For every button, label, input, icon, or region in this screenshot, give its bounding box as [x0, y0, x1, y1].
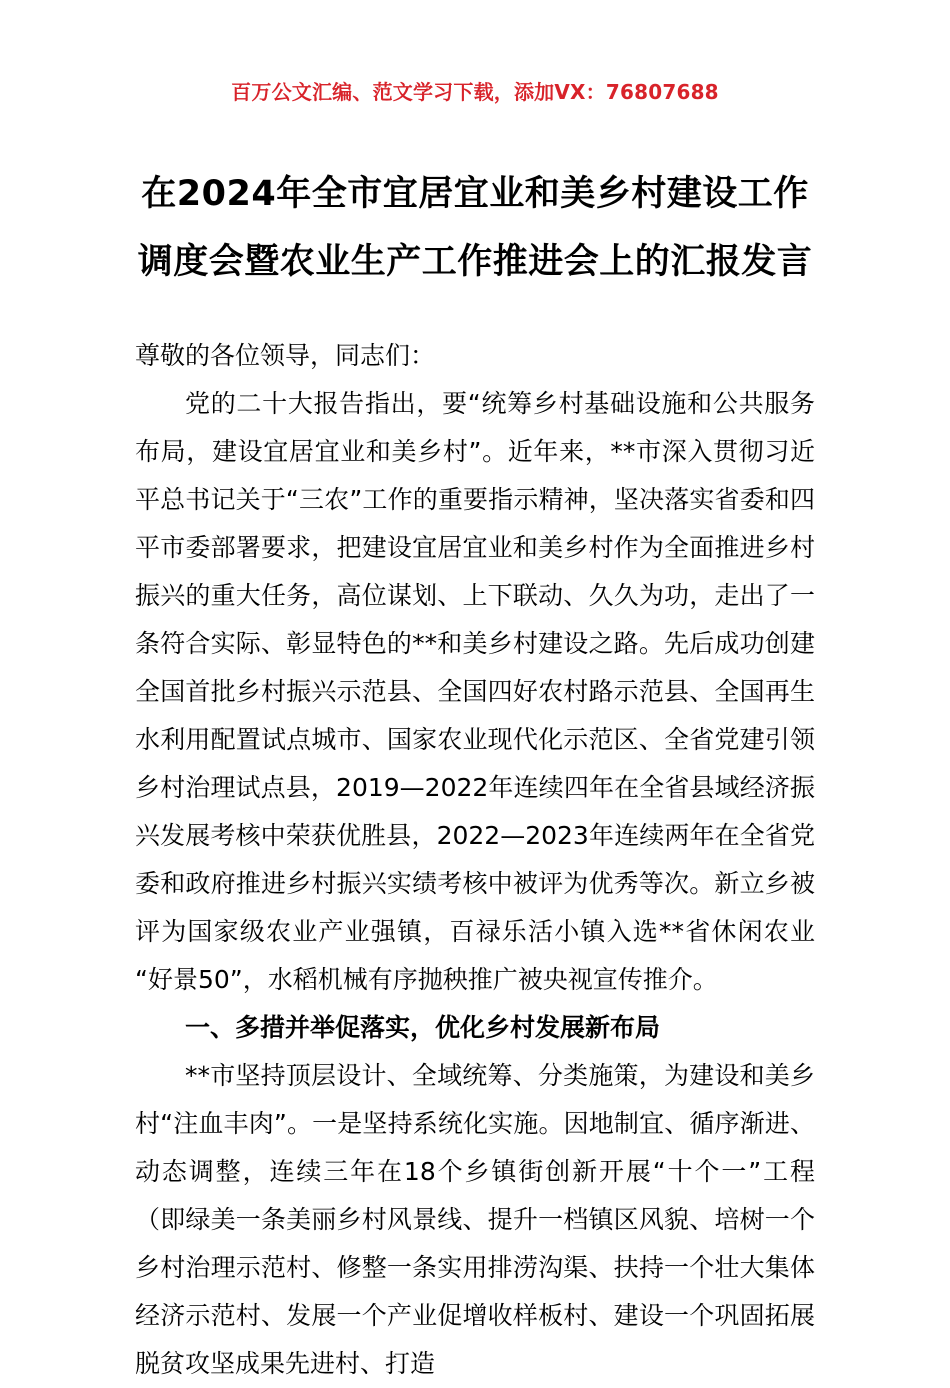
salutation-paragraph: 尊敬的各位领导，同志们：: [135, 341, 436, 370]
body-paragraph-1: 党的二十大报告指出，要“统筹乡村基础设施和公共服务布局，建设宜居宜业和美乡村”。近年来，**市深入贯彻习近平总书记关于“三农”工作的重要指示精神，坚决落实省委和四平市委部署要求，把建设宜居宜业和美乡村作为全面推进乡村振兴的重大任务，高位谋划、上下联动、久久为功，走出了一条符合实际、彰显特色的**和美乡村建设之路。先后成功创建全国首批乡村振兴示范县、全国四好农村路示范县、全国再生水利用配置试点城市、国家农业现代化示范区、全省党建引领乡村治理试点县，2019—2022年连续四年在全省县域经济振兴发展考核中荣获优胜县，2022—2023年连续两年在全省党委和政府推进乡村振兴实绩考核中被评为优秀等次。新立乡被评为国家级农业产业强镇，百禄乐活小镇入选**省休闲农业“好景50”，水稻机械有序抛秧推广被央视宣传推介。: [135, 389, 815, 994]
body-paragraph-2: **市坚持顶层设计、全域统筹、分类施策，为建设和美乡村“注血丰肉”。一是坚持系统化实施。因地制宜、循序渐进、动态调整，连续三年在18个乡镇街创新开展“十个一”工程（即绿美一条美丽乡村风景线、提升一档镇区风貌、培树一个乡村治理示范村、修整一条实用排涝沟渠、扶持一个壮大集体经济示范村、发展一个产业促增收样板村、建设一个巩固拓展脱贫攻坚成果先进村、打造: [135, 1061, 815, 1378]
document-body: [135, 296, 815, 1388]
section-heading-1: 一、多措并举促落实，优化乡村发展新布局: [185, 1013, 661, 1042]
promo-header-text: 百万公文汇编、范文学习下载，添加VX：76807688: [231, 80, 719, 104]
document-title-text: 在2024年全市宜居宜业和美乡村建设工作调度会暨农业生产工作推进会上的汇报发言: [137, 174, 813, 282]
document-title: [135, 102, 815, 296]
promo-header-banner: [0, 0, 950, 102]
